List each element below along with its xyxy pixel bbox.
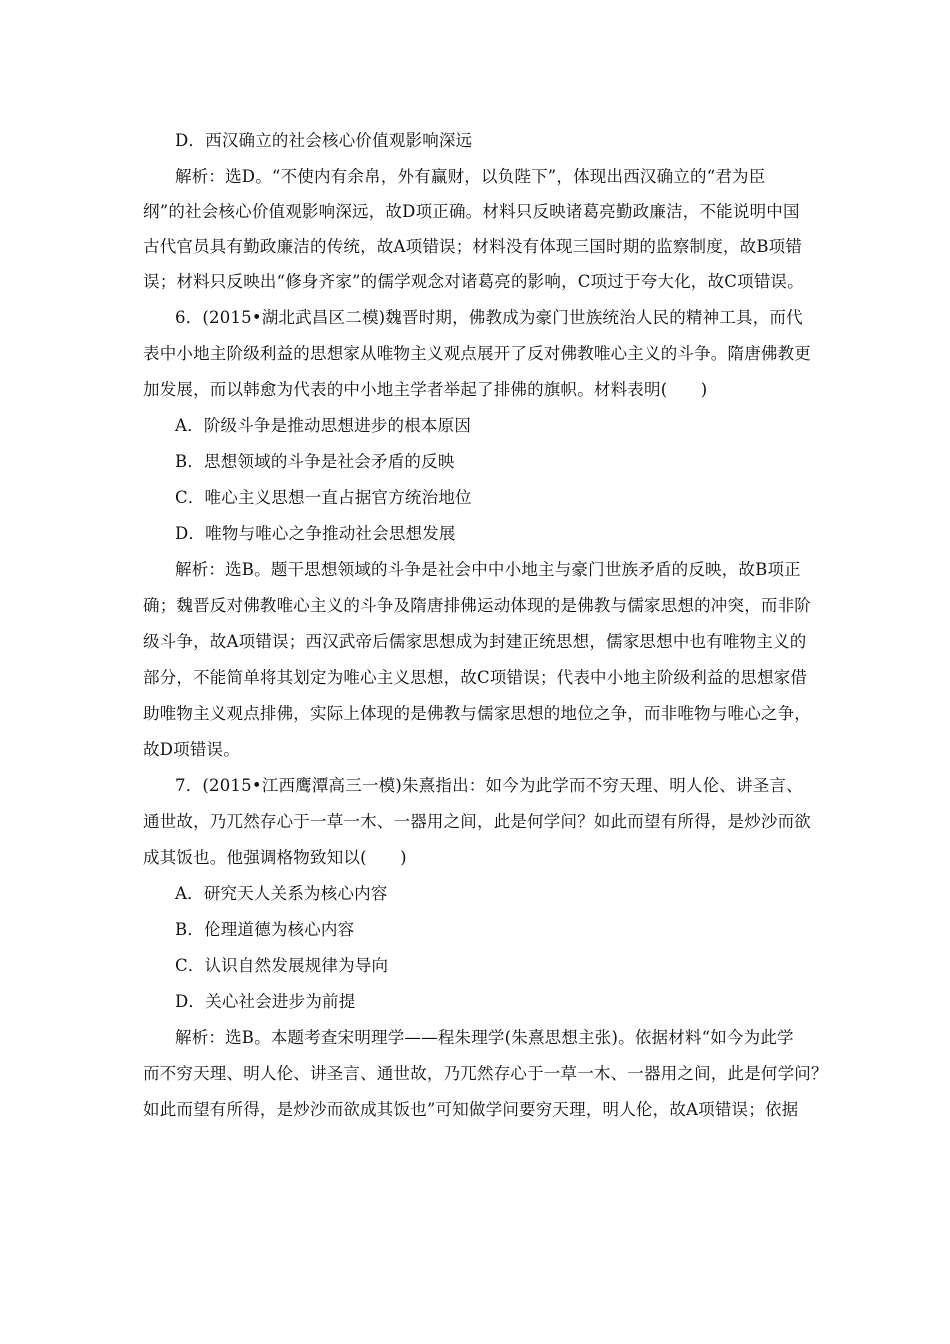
- q6-stem-line: 加发展，而以韩愈为代表的中小地主学者举起了排佛的旗帜。材料表明( ): [143, 380, 708, 399]
- q6-option-d: D．唯物与唯心之争推动社会思想发展: [175, 524, 456, 543]
- q6-analysis-line: 助唯物主义观点排佛，实际上体现的是佛教与儒家思想的地位之争，而非唯物与唯心之争，: [143, 704, 811, 723]
- q6-analysis-line: 部分，不能简单将其划定为唯心主义思想，故C项错误；代表中小地主阶级利益的思想家借: [143, 668, 808, 687]
- q5-analysis-line: 误；材料只反映出“修身齐家”的儒学观念对诸葛亮的影响，C项过于夸大化，故C项错误。: [143, 272, 804, 291]
- q7-option-b: B．伦理道德为核心内容: [175, 920, 355, 939]
- q7-stem-line: 通世故，乃兀然存心于一草一木、一器用之间，此是何学问？如此而望有所得，是炒沙而欲: [143, 812, 811, 831]
- q7-analysis-line: 如此而望有所得，是炒沙而欲成其饭也”可知做学问要穷天理，明人伦，故A项错误；依据: [143, 1100, 799, 1119]
- q7-option-c: C．认识自然发展规律为导向: [175, 956, 389, 975]
- q6-stem-line: 表中小地主阶级利益的思想家从唯物主义观点展开了反对佛教唯心主义的斗争。隋唐佛教更: [143, 344, 811, 363]
- q6-analysis-line: 级斗争，故A项错误；西汉武帝后儒家思想成为封建正统思想，儒家思想中也有唯物主义的: [143, 632, 807, 651]
- q5-analysis-line: 古代官员具有勤政廉洁的传统，故A项错误；材料没有体现三国时期的监察制度，故B项错: [143, 237, 803, 256]
- q6-analysis-line: 解析：选B。题干思想领域的斗争是社会中中小地主与豪门世族矛盾的反映，故B项正: [175, 560, 801, 579]
- q5-option-d: D．西汉确立的社会核心价值观影响深远: [175, 131, 473, 150]
- q7-option-d: D．关心社会进步为前提: [175, 992, 356, 1011]
- q6-option-c: C．唯心主义思想一直占据官方统治地位: [175, 488, 472, 507]
- q7-stem-line: 成其饭也。他强调格物致知以( ): [143, 848, 407, 867]
- q6-analysis-line: 故D项错误。: [143, 740, 240, 759]
- q7-option-a: A．研究天人关系为核心内容: [175, 884, 388, 903]
- q6-analysis-line: 确；魏晋反对佛教唯心主义的斗争及隋唐排佛运动体现的是佛教与儒家思想的冲突，而非阶: [143, 596, 811, 615]
- q5-analysis-line: 纲”的社会核心价值观影响深远，故D项正确。材料只反映诸葛亮勤政廉洁，不能说明中国: [143, 202, 800, 221]
- q5-analysis-line: 解析：选D。“不使内有余帛，外有赢财，以负陛下”，体现出西汉确立的“君为臣: [175, 167, 766, 186]
- q7-analysis-line: 解析：选B。本题考查宋明理学——程朱理学(朱熹思想主张)。依据材料“如今为此学: [175, 1028, 794, 1047]
- q7-analysis-line: 而不穷天理、明人伦、讲圣言、通世故，乃兀然存心于一草一木、一器用之间，此是何学问？: [143, 1064, 828, 1083]
- q6-option-b: B．思想领域的斗争是社会矛盾的反映: [175, 452, 455, 471]
- q6-option-a: A．阶级斗争是推动思想进步的根本原因: [175, 416, 472, 435]
- q7-stem-line: 7．(2015•江西鹰潭高三一模)朱熹指出：如今为此学而不穷天理、明人伦、讲圣言、: [175, 776, 803, 795]
- q6-stem-line: 6．(2015•湖北武昌区二模)魏晋时期，佛教成为豪门世族统治人民的精神工具，而代: [175, 308, 803, 327]
